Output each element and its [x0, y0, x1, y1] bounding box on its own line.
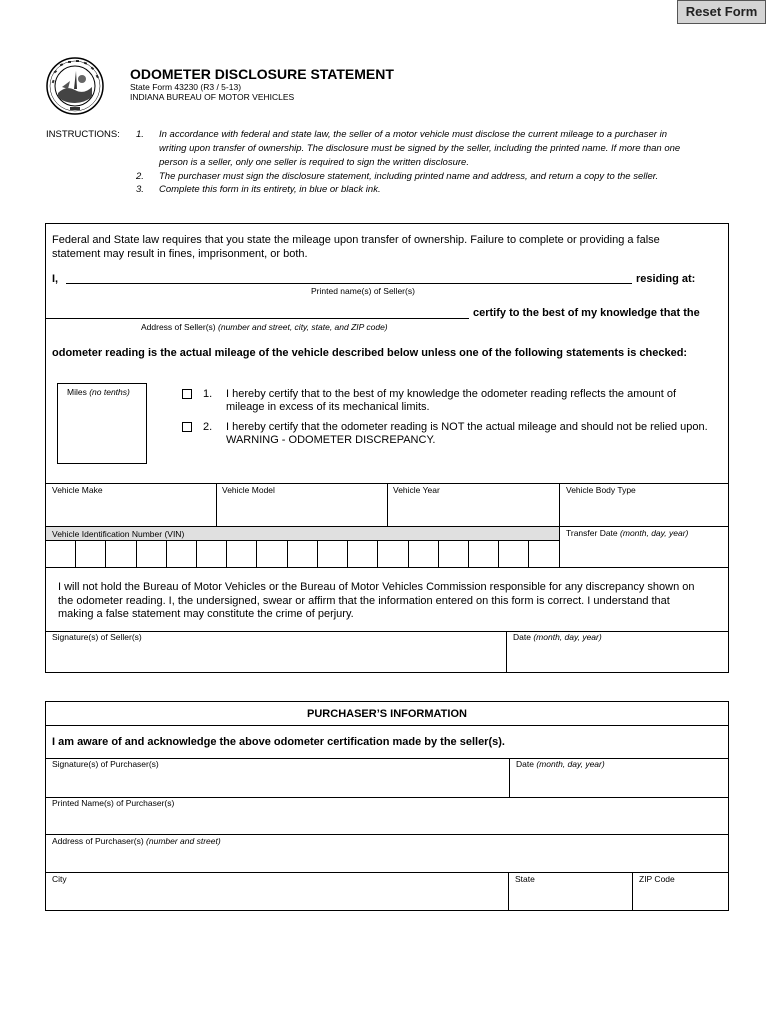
seller-date-input[interactable]: [507, 644, 728, 672]
city-input[interactable]: [46, 886, 507, 910]
instruction-1-line-2: writing upon transfer of ownership. The disclosure must be signed by the seller, including the printed name. If more than one: [159, 143, 681, 154]
vehicle-model-label: Vehicle Model: [222, 485, 275, 495]
purchaser-address-label: Address of Purchaser(s) (number and street): [52, 836, 221, 846]
statement-1-line-2: mileage in excess of its mechanical limits.: [226, 401, 430, 413]
purchaser-printed-name-input[interactable]: [46, 810, 728, 834]
liability-line-1: I will not hold the Bureau of Motor Vehicles or the Bureau of Motor Vehicles Commission responsible for any discrepancy shown on: [58, 581, 695, 593]
vehicle-year-label: Vehicle Year: [393, 485, 440, 495]
seller-address-input[interactable]: [46, 318, 469, 319]
seller-notice-line-1: Federal and State law requires that you state the mileage upon transfer of ownership. Failure to complete or providing a false: [52, 234, 660, 246]
purchaser-heading: PURCHASER’S INFORMATION: [307, 708, 467, 720]
instruction-1-num: 1.: [136, 129, 144, 140]
vehicle-body-type-input[interactable]: [560, 497, 728, 525]
seller-notice-line-2: statement may result in fines, imprisonment, or both.: [52, 248, 308, 260]
zip-code-input[interactable]: [633, 886, 728, 910]
vehicle-body-type-label: Vehicle Body Type: [566, 485, 636, 495]
vehicle-make-label: Vehicle Make: [52, 485, 103, 495]
vin-input[interactable]: [46, 541, 559, 566]
agency-name: INDIANA BUREAU OF MOTOR VEHICLES: [130, 92, 295, 102]
purchaser-signature-label: Signature(s) of Purchaser(s): [52, 759, 159, 769]
seller-i-label: I,: [52, 273, 59, 285]
vehicle-make-input[interactable]: [46, 497, 216, 525]
statement-2-line-1: I hereby certify that the odometer reading is NOT the actual mileage and should not be relied upon.: [226, 421, 708, 433]
certify-label: certify to the best of my knowledge that the: [473, 307, 700, 319]
statement-1-checkbox[interactable]: [182, 389, 192, 399]
statement-2-num: 2.: [203, 421, 213, 433]
instructions-label: INSTRUCTIONS:: [46, 129, 120, 140]
statement-1-line-1: I hereby certify that to the best of my knowledge the odometer reading reflects the amount of: [226, 388, 677, 400]
form-title: ODOMETER DISCLOSURE STATEMENT: [130, 66, 394, 82]
vin-label: Vehicle Identification Number (VIN): [52, 529, 185, 539]
state-label: State: [515, 874, 535, 884]
seller-address-caption: Address of Seller(s) (number and street, city, state, and ZIP code): [141, 322, 388, 332]
vehicle-year-input[interactable]: [388, 497, 558, 525]
purchaser-signature-input[interactable]: [46, 771, 508, 796]
instruction-1-line-1: In accordance with federal and state law, the seller of a motor vehicle must disclose the current mileage to a purchaser in: [159, 129, 667, 140]
transfer-date-input[interactable]: [560, 540, 728, 566]
liability-line-3: making a false statement may constitute the crime of perjury.: [58, 608, 354, 620]
purchaser-acknowledge: I am aware of and acknowledge the above odometer certification made by the seller(s).: [52, 736, 505, 748]
reset-form-button[interactable]: Reset Form: [677, 0, 766, 24]
instruction-3-num: 3.: [136, 184, 144, 195]
seller-signature-label: Signature(s) of Seller(s): [52, 632, 142, 642]
transfer-date-label: Transfer Date (month, day, year): [566, 528, 689, 538]
instruction-2-num: 2.: [136, 171, 144, 182]
instruction-1-line-3: person is a seller, only one seller is required to sign the written disclosure.: [159, 157, 469, 168]
residing-at-label: residing at:: [636, 273, 696, 285]
statement-2-checkbox[interactable]: [182, 422, 192, 432]
statement-1-num: 1.: [203, 388, 213, 400]
city-label: City: [52, 874, 67, 884]
purchaser-date-label: Date (month, day, year): [516, 759, 605, 769]
printed-names-caption: Printed name(s) of Seller(s): [311, 286, 415, 296]
vehicle-model-input[interactable]: [217, 497, 387, 525]
form-number: State Form 43230 (R3 / 5-13): [130, 82, 242, 92]
state-seal-icon: [46, 57, 104, 115]
seller-signature-input[interactable]: [46, 644, 505, 672]
statement-2-line-2: WARNING - ODOMETER DISCREPANCY.: [226, 434, 436, 446]
zip-code-label: ZIP Code: [639, 874, 675, 884]
instruction-2-line: The purchaser must sign the disclosure statement, including printed name and address, and return a copy to the seller.: [159, 171, 659, 182]
seller-printed-name-input[interactable]: [66, 283, 632, 284]
purchaser-printed-name-label: Printed Name(s) of Purchaser(s): [52, 798, 175, 808]
seller-date-label: Date (month, day, year): [513, 632, 602, 642]
instruction-3-line: Complete this form in its entirety, in blue or black ink.: [159, 184, 381, 195]
purchaser-address-input[interactable]: [46, 848, 728, 872]
liability-line-2: the odometer reading. I, the undersigned, swear or affirm that the information entered on this form is correct. I understand that: [58, 595, 670, 607]
miles-label: Miles (no tenths): [67, 387, 130, 397]
odometer-statement: odometer reading is the actual mileage of the vehicle described below unless one of the following statements is checked:: [52, 347, 688, 359]
purchaser-date-input[interactable]: [510, 771, 728, 796]
state-input[interactable]: [509, 886, 631, 910]
